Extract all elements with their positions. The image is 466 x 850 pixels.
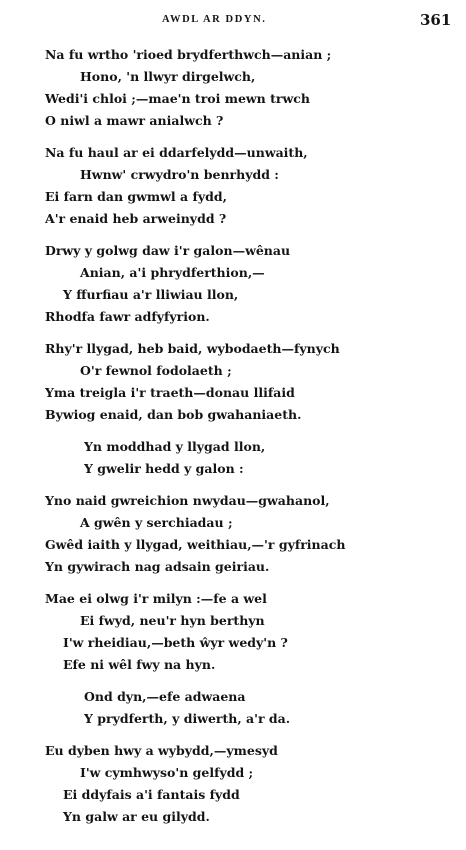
verse-line: Mae ei olwg i'r milyn :—fe a wel — [45, 591, 267, 606]
verse-line: O niwl a mawr anialwch ? — [45, 113, 224, 128]
verse-line: Na fu haul ar ei ddarfelydd—unwaith, — [45, 145, 308, 160]
stanza — [0, 436, 466, 480]
verse-line: Hono, 'n llwyr dirgelwch, — [80, 69, 256, 84]
page-number: 361 — [420, 11, 452, 29]
verse-line: Y gwelir hedd y galon : — [84, 461, 244, 476]
verse-line: Anian, a'i phrydferthion,— — [80, 265, 265, 280]
verse-line: Drwy y golwg daw i'r galon—wênau — [45, 243, 291, 258]
stanza — [0, 740, 466, 828]
verse-line: Na fu wrtho 'rioed brydferthwch—anian ; — [45, 47, 332, 62]
verse-line: Yn gywirach nag adsain geiriau. — [45, 559, 270, 574]
stanza — [0, 490, 466, 578]
verse-line: I'w cymhwyso'n gelfydd ; — [80, 765, 254, 780]
verse-line: Ei ddyfais a'i fantais fydd — [63, 787, 240, 802]
verse-line: Hwnw' crwydro'n benrhydd : — [80, 167, 279, 182]
running-title: AWDL AR DDYN. — [162, 14, 267, 25]
stanza — [0, 588, 466, 676]
verse-line: Efe ni wêl fwy na hyn. — [63, 657, 216, 672]
verse-line: Rhy'r llygad, heb baid, wybodaeth—fynych — [45, 341, 340, 356]
verse-line: Ei fwyd, neu'r hyn berthyn — [80, 613, 265, 628]
verse-line: Y ffurfiau a'r lliwiau llon, — [63, 287, 239, 302]
poem-body — [0, 44, 466, 838]
page-header — [0, 12, 466, 36]
verse-line: Bywiog enaid, dan bob gwahaniaeth. — [45, 407, 302, 422]
verse-line: A gwên y serchiadau ; — [80, 515, 233, 530]
verse-line: Y prydferth, y diwerth, a'r da. — [84, 711, 291, 726]
verse-line: Yn moddhad y llygad llon, — [84, 439, 266, 454]
verse-line: Yn galw ar eu gilydd. — [63, 809, 210, 824]
stanza — [0, 686, 466, 730]
verse-line: Rhodfa fawr adfyfyrion. — [45, 309, 210, 324]
stanza — [0, 240, 466, 328]
verse-line: I'w rheidiau,—beth ŵyr wedy'n ? — [63, 635, 288, 650]
verse-line: Ei farn dan gwmwl a fydd, — [45, 189, 227, 204]
stanza — [0, 142, 466, 230]
verse-line: Yno naid gwreichion nwydau—gwahanol, — [45, 493, 330, 508]
stanza — [0, 338, 466, 426]
verse-line: O'r fewnol fodolaeth ; — [80, 363, 232, 378]
verse-line: Wedi'i chloi ;—mae'n troi mewn trwch — [45, 91, 310, 106]
verse-line: A'r enaid heb arweinydd ? — [45, 211, 227, 226]
verse-line: Eu dyben hwy a wybydd,—ymesyd — [45, 743, 278, 758]
stanza — [0, 44, 466, 132]
verse-line: Yma treigla i'r traeth—donau llifaid — [45, 385, 295, 400]
verse-line: Gwêd iaith y llygad, weithiau,—'r gyfrinach — [45, 537, 346, 552]
verse-line: Ond dyn,—efe adwaena — [84, 689, 246, 704]
